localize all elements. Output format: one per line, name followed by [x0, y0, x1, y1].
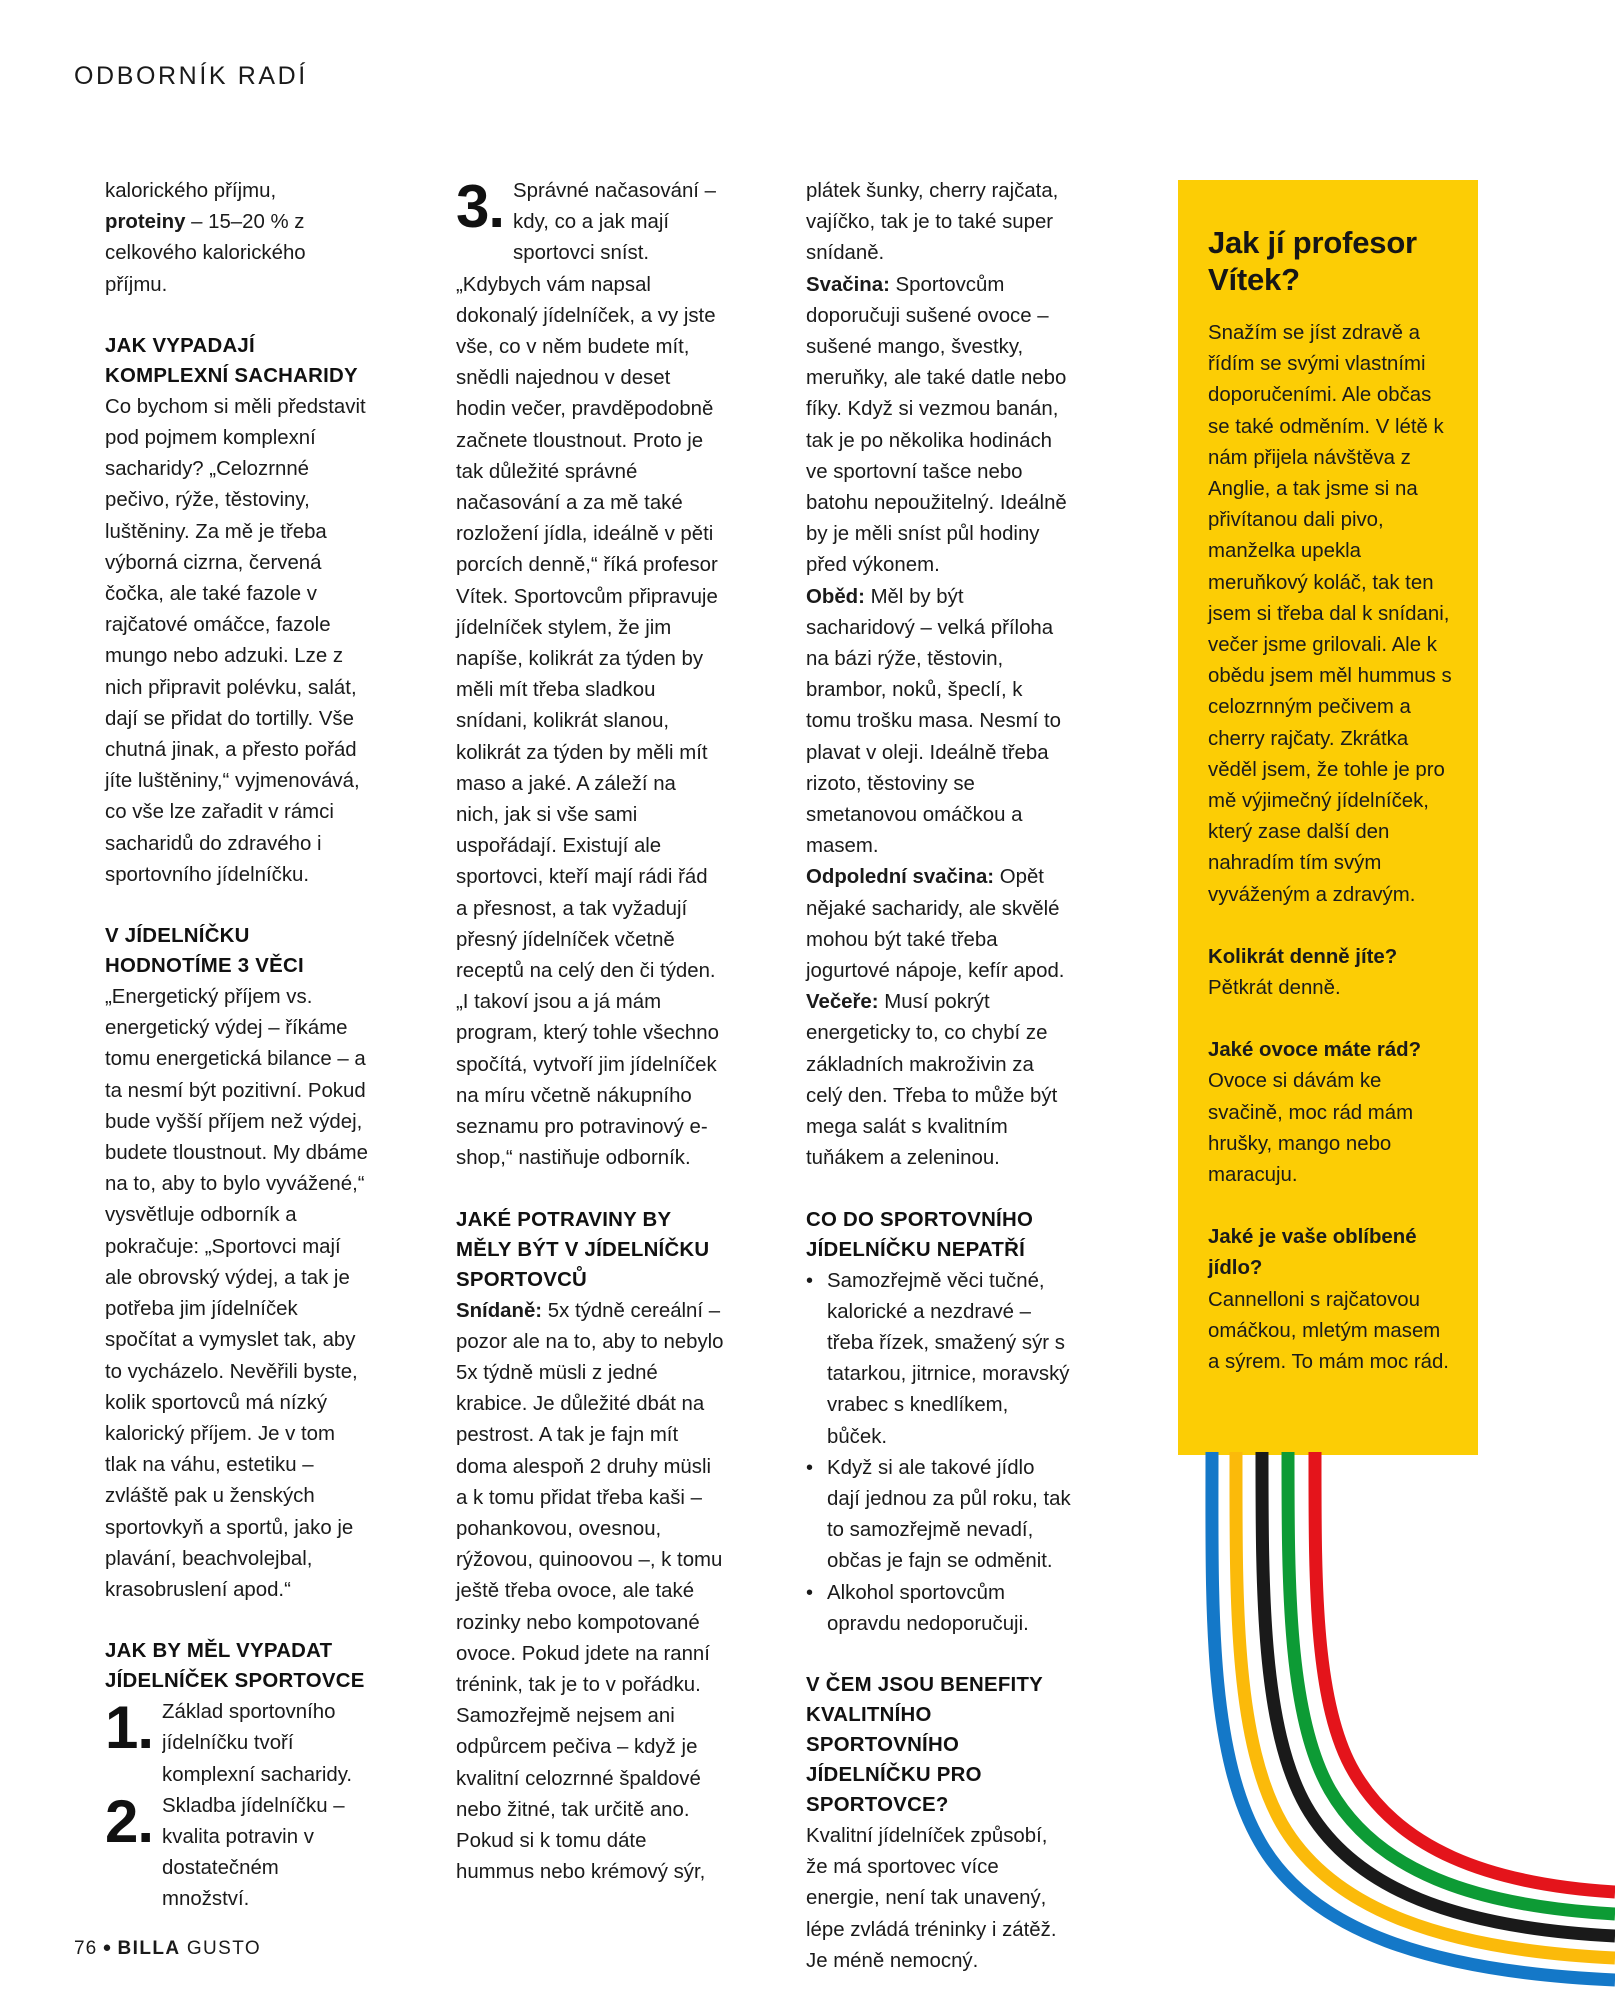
c1-h3-line2: JÍDELNÍČEK SPORTOVCE: [105, 1670, 365, 1693]
numbered-item-1-text: Základ sportovního jídelníčku tvoří komplexní sacharidy.: [162, 1701, 353, 1786]
footer-brand-suffix: GUSTO: [186, 1938, 262, 1959]
label-vecere: Večeře:: [806, 991, 879, 1014]
sidebar-answer-3: Cannelloni s rajčatovou omáčkou, mletým masem a sýrem. To mám moc rád.: [1208, 1288, 1449, 1374]
label-svacina: Svačina:: [806, 273, 890, 296]
footer-page-number: 76: [74, 1938, 98, 1959]
sidebar-box: [1178, 180, 1478, 1455]
column3-afternoon-snack-paragraph: [806, 862, 1071, 987]
label-snidane: Snídaně:: [456, 1299, 543, 1322]
column1-heading-3: [105, 1636, 370, 1696]
c1-h1-line2: KOMPLEXNÍ SACHARIDY: [105, 364, 358, 387]
sidebar-answer-2: Ovoce si dávám ke svačině, moc rád mám hrušky, mango nebo maracuju.: [1208, 1070, 1414, 1187]
sidebar-title-line2: Vítek?: [1208, 262, 1300, 297]
list-item: [806, 1578, 1071, 1640]
column3-continued-paragraph: plátek šunky, cherry rajčata, vajíčko, tak je to také super snídaně.: [806, 180, 1059, 265]
column-1: [105, 176, 370, 1916]
text-snidane: 5x týdně cereální – pozor ale na to, aby to nebylo 5x týdně müsli z jedné krabice. Je důležité dbát na pestrost. A tak je fajn mít doma alespoň 2 druhy müsli a k tomu přidat třeba kaši – pohankovou, ovesnou, rýžovou, quinoovou –, k tomu ještě třeba ovoce, ale také rozinky nebo kompotované ovoce. Pokud jdete na ranní trénink, tak je to v pořádku. Samozřejmě nejsem ani odpůrcem pečiva – když je kvalitní celozrnné špaldové nebo žitné, tak určitě ano. Pokud si k tomu dáte hummus nebo krémový sýr,: [456, 1299, 724, 1884]
numbered-item-1: [105, 1694, 370, 1791]
c1-h3-line1: JAK BY MĚL VYPADAT: [105, 1640, 333, 1663]
label-obed: Oběd:: [806, 585, 865, 608]
column2-breakfast-paragraph: [456, 1296, 724, 1889]
numbered-item-3-text: Správné načasování – kdy, co a jak mají sportovci sníst.: [513, 180, 716, 265]
text-vecere: Musí pokrýt energeticky to, co chybí ze základních makroživin za celý den. Třeba to může být mega salát s kvalitním tuňákem a zeleninou.: [806, 991, 1058, 1170]
c1-h2-line1: V JÍDELNÍČKU: [105, 925, 250, 948]
sidebar-question-3: Jaké je vaše oblíbené jídlo?: [1208, 1226, 1417, 1280]
numbered-item-3: [456, 173, 724, 270]
footer-bullet-icon: ●: [102, 1939, 113, 1956]
bullet-dot-icon: •: [806, 1269, 814, 1292]
text-svacina: Sportovcům doporučuji sušené ovoce – sušené mango, švestky, meruňky, ale také datle nebo fíky. Když si vezmou banán, tak je po několika hodinách ve sportovní tašce nebo batohu nepoužitelný. Ideálně by je měli sníst půl hodiny před výkonem.: [806, 273, 1067, 577]
c3-h2-line4: JÍDELNÍČKU PRO: [806, 1763, 982, 1786]
c1-h2-line2: HODNOTÍME 3 VĚCI: [105, 955, 304, 978]
sidebar-title-line1: Jak jí profesor: [1208, 225, 1417, 260]
avoid-foods-list: [806, 1266, 1071, 1640]
c3-h1-line1: CO DO SPORTOVNÍHO: [806, 1208, 1034, 1231]
olympic-ribbon-graphic: [1150, 1452, 1615, 2000]
column3-heading-1: [806, 1205, 1071, 1265]
list-item-text: Samozřejmě věci tučné, kalorické a nezdravé – třeba řízek, smažený sýr s tatarkou, jitrnice, moravský vrabec s knedlíkem, bůček.: [827, 1269, 1070, 1448]
list-item: [806, 1266, 1071, 1453]
c2-h1-line2: MĚLY BÝT V JÍDELNÍČKU: [456, 1238, 710, 1261]
column3-heading-2: [806, 1670, 1071, 1820]
sidebar-question-2: Jaké ovoce máte rád?: [1208, 1039, 1422, 1062]
c2-h1-line3: SPORTOVCŮ: [456, 1268, 588, 1291]
c1-cont-line1: kalorického příjmu,: [105, 180, 277, 202]
numbered-item-2-text: Skladba jídelníčku – kvalita potravin v dostatečném množství.: [162, 1794, 345, 1911]
column2-paragraph-1: „Kdybych vám napsal dokonalý jídelníček, a vy jste vše, co v něm budete mít, snědli najednou v deset hodin večer, pravděpodobně začnete tloustnout. Proto je tak důležité správné načasování a za mě také rozložení jídla, ideálně v pěti porcích denně,“ říká profesor Vítek. Sportovcům připravuje jídelníček stylem, že jim napíše, kolikrát za týden by měli mít třeba sladkou snídani, kolikrát slanou, kolikrát za týden by měli mít maso a jaké. A záleží na nich, jak si vše sami uspořádají. Existují ale sportovci, kteří mají rádi řád a přesnost, a tak vyžadují přesný jídelníček včetně receptů na celý den či týden. „I takoví jsou a já mám program, který tohle všechno spočítá, vytvoří jim jídelníček na míru včetně nákupního seznamu pro potravinový e-shop,“ nastiňuje odborník.: [456, 273, 719, 1170]
c2-h1-line1: JAKÉ POTRAVINY BY: [456, 1208, 672, 1231]
text-odpoledni-svacina: Opět nějaké sacharidy, ale skvělé mohou být také třeba jogurtové nápoje, kefír apod.: [806, 866, 1065, 983]
list-item-text: Když si ale takové jídlo dají jednou za půl roku, tak to samozřejmě nevadí, občas je fajn se odměnit.: [827, 1456, 1071, 1573]
column2-heading-1: [456, 1205, 724, 1295]
c3-h2-line3: SPORTOVNÍHO: [806, 1733, 960, 1756]
c3-h2-line2: KVALITNÍHO: [806, 1703, 932, 1726]
bullet-dot-icon: •: [806, 1456, 814, 1479]
numbered-item-2: [105, 1787, 370, 1916]
c3-h2-line5: SPORTOVCE?: [806, 1793, 949, 1816]
sidebar-question-1: Kolikrát denně jíte?: [1208, 945, 1398, 968]
bullet-dot-icon: •: [806, 1581, 814, 1604]
column-3: [806, 176, 1071, 1977]
label-odpoledni-svacina: Odpolední svačina:: [806, 866, 995, 889]
page-footer: [74, 1938, 261, 1960]
column1-paragraph-1: Co bychom si měli představit pod pojmem komplexní sacharidy? „Celozrnné pečivo, rýže, těstoviny, luštěniny. Za mě je třeba výborná cizrna, červená čočka, ale také fazole v rajčatové omáčce, fazole mungo nebo adzuki. Lze z nich připravit polévku, salát, dají se přidat do tortilly. Vše chutná jinak, a přesto pořád jíte luštěniny,“ vyjmenovává, co vše lze zařadit v rámci sacharidů do zdravého i sportovního jídelníčku.: [105, 395, 366, 886]
column3-final-paragraph: Kvalitní jídelníček způsobí, že má sportovec více energie, není tak unavený, lépe zvládá tréninky i zátěž. Je méně nemocný.: [806, 1824, 1057, 1972]
column3-snack-paragraph: [806, 270, 1071, 582]
sidebar-answer-1: Pětkrát denně.: [1208, 977, 1341, 1000]
list-item-text: Alkohol sportovcům opravdu nedoporučuji.: [827, 1581, 1029, 1635]
c1-h1-line1: JAK VYPADAJÍ: [105, 334, 255, 357]
column1-heading-1: [105, 331, 370, 391]
footer-brand: BILLA: [117, 1938, 181, 1959]
sidebar-intro-paragraph: Snažím se jíst zdravě a řídím se svými vlastními doporučeními. Ale občas se také odměním. V létě k nám přijela návštěva z Anglie, a tak jsme si na přivítanou dali pivo, manželka upekla meruňkový koláč, tak ten jsem si třeba dal k snídani, večer jsme grilovali. Ale k obědu jsem měl hummus s celozrnným pečivem a cherry rajčaty. Zkrátka věděl jsem, že tohle je pro mě výjimečný jídelníček, který zase další den nahradím tím svým vyváženým a zdravým.: [1208, 322, 1452, 906]
sidebar-body: [1208, 318, 1454, 1378]
column1-continued-paragraph: [105, 176, 370, 301]
c1-cont-line2: – 15–20 % z celkového kalorického příjmu.: [105, 211, 306, 296]
column-2: [456, 173, 724, 1888]
page-kicker: ODBORNÍK RADÍ: [74, 62, 308, 90]
c1-bold-proteiny: proteiny: [105, 211, 186, 234]
text-obed: Měl by být sacharidový – velká příloha na bázi rýže, těstovin, brambor, noků, špeclí, k tomu trošku masa. Nesmí to plavat v oleji. Ideálně třeba rizoto, těstoviny se smetanovou omáčkou a masem.: [806, 585, 1061, 858]
sidebar-title: [1208, 224, 1454, 298]
list-item: [806, 1453, 1071, 1578]
c3-h1-line2: JÍDELNÍČKU NEPATŘÍ: [806, 1238, 1025, 1261]
c3-h2-line1: V ČEM JSOU BENEFITY: [806, 1673, 1044, 1696]
column1-heading-2: [105, 921, 370, 981]
numbered-item-3-number: 3.: [456, 173, 505, 240]
column3-lunch-paragraph: [806, 582, 1071, 863]
column3-dinner-paragraph: [806, 987, 1071, 1174]
column1-paragraph-2: „Energetický příjem vs. energetický výdej – říkáme tomu energetická bilance – a ta nesmí být pozitivní. Pokud bude vyšší příjem než výdej, budete tloustnout. My dbáme na to, aby to bylo vyvážené,“ vysvětluje odborník a pokračuje: „Sportovci mají ale obrovský výdej, a tak je potřeba jim jídelníček spočítat a vymyslet tak, aby to vycházelo. Nevěřili byste, kolik sportovců má nízký kalorický příjem. Je v tom tlak na váhu, estetiku – zvláště pak u ženských sportovkyň a sportů, jako je plavání, beachvolejbal, krasobruslení apod.“: [105, 986, 368, 1601]
numbered-item-1-number: 1.: [105, 1694, 154, 1762]
numbered-item-2-number: 2.: [105, 1787, 154, 1855]
